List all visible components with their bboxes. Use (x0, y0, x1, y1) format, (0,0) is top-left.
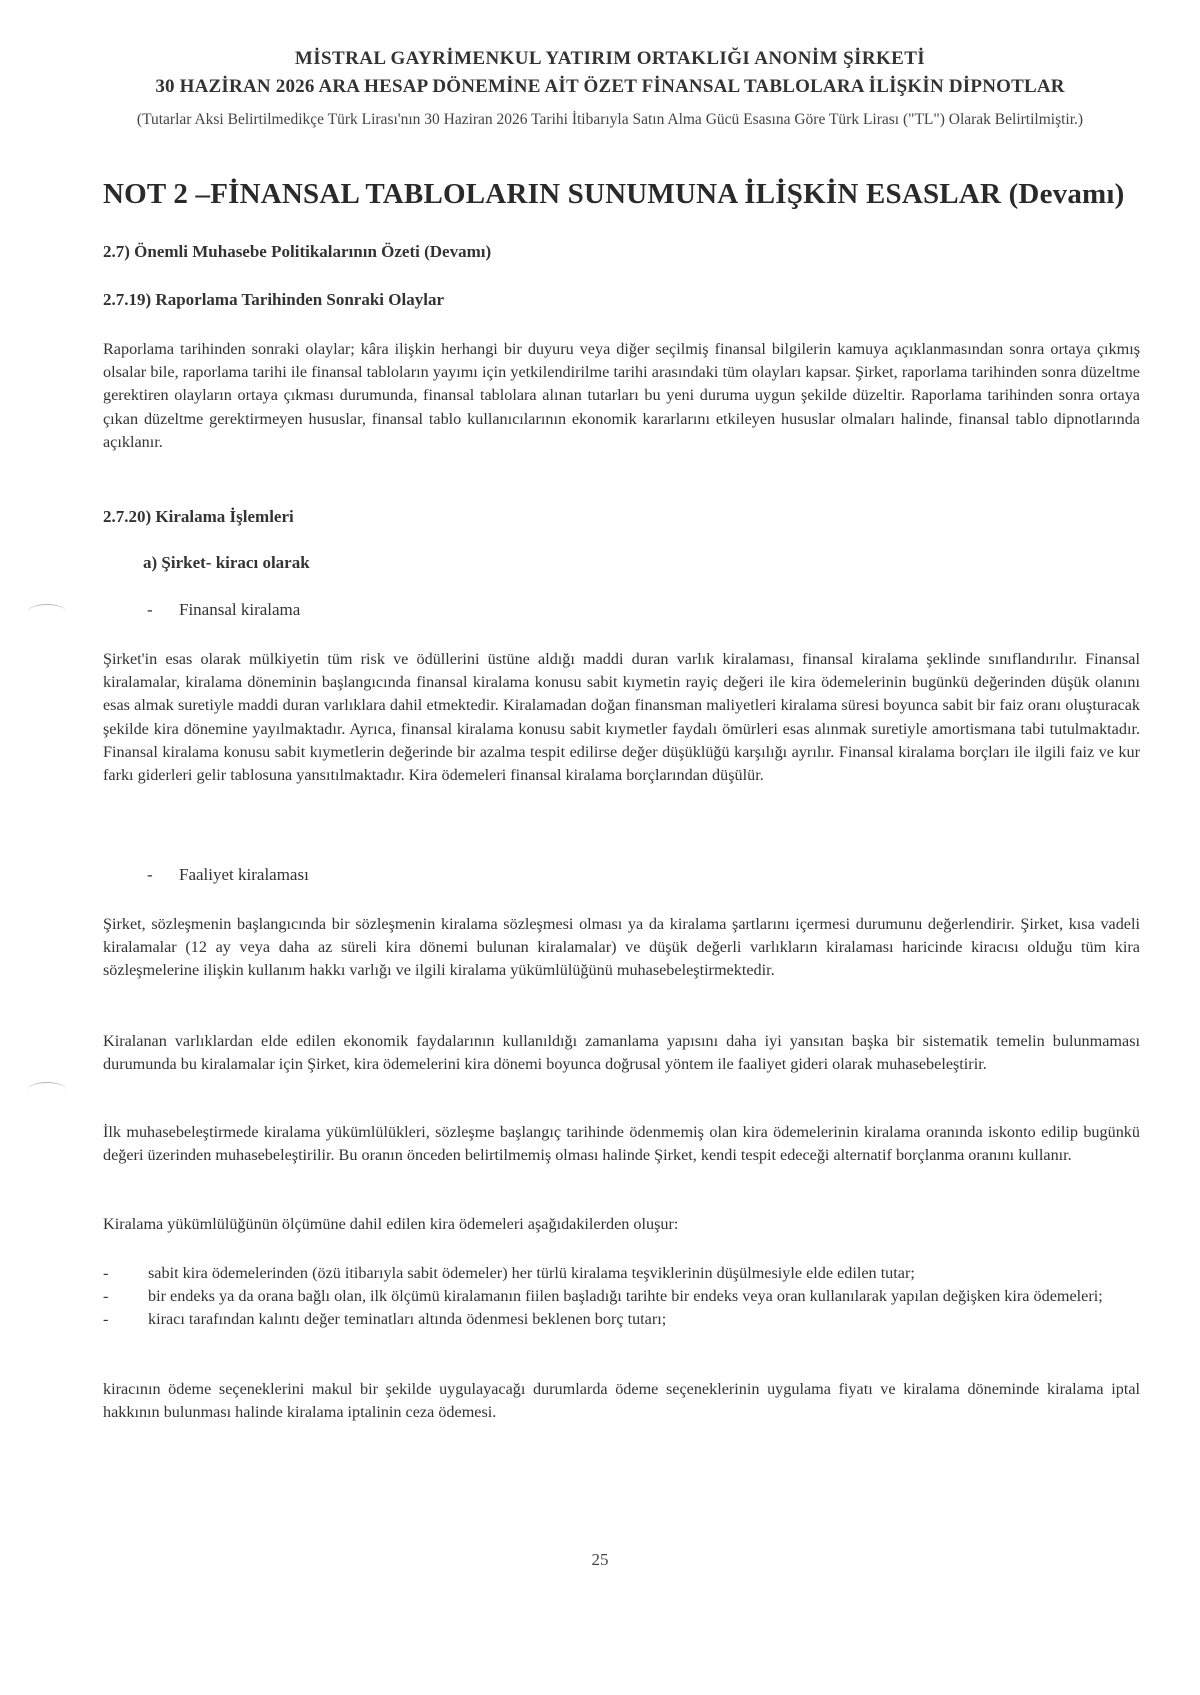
company-name: MİSTRAL GAYRİMENKUL YATIRIM ORTAKLIĞI ANONİM ŞİRKETİ (294, 48, 926, 69)
finance-lease-paragraph: Şirket'in esas olarak mülkiyetin tüm risk ve ödüllerini üstüne aldığı maddi duran varlık kiralaması, finansal kiralama şeklinde sınıflandırılır. Finansal kiralamalar, kiralama döneminin başlangıcında finansal kiralama konusu sabit kıymetin rayiç değeri ile kira ödemelerinin bugünkü değerinden düşük olanını esas almak suretiyle maddi duran varlıklara dahil etmektedir. Kiralamadan doğan finansman maliyetleri kiralama süresi boyunca sabit bir faiz oranı oluşturacak şekilde kira dönemine yayılmaktadır. Ayrıca, finansal kiralama konusu sabit kıymetler faydalı ömürleri esas alınmak suretiyle amortismana tabi tutulmaktadır. Finansal kiralama konusu sabit kıymetlerin değerinde bir azalma tespit edilirse değer düşüklüğü karşılığı ayrılır. Finansal kiralama borçları ile ilgili faiz ve kur farkı giderleri gelir tablosuna yansıtılmaktadır. Kira ödemeleri finansal kiralama borçlarından düşülür. (103, 650, 1140, 785)
dash-marker: - (103, 1310, 109, 1329)
currency-note: (Tutarlar Aksi Belirtilmedikçe Türk Lirası'nın 30 Haziran 2026 Tarihi İtibarıyla Satın Alma Gücü Esasına Göre Türk Lirası ("TL") Olarak Belirtilmiştir.) (136, 111, 1084, 128)
operating-lease-paragraph-3: İlk muhasebeleştirmede kiralama yükümlülükleri, sözleşme başlangıç tarihinde ödenmemiş olan kira ödemelerinin kiralama oranında iskonto edilip bugünkü değeri üzerinden muhasebeleştirilir. Bu oranın önceden belirtilmemiş olması halinde Şirket, kendi tespit edeceği alternatif borçlanma oranını kullanır. (103, 1123, 1140, 1165)
list-item (103, 1262, 1140, 1285)
subsequent-events-paragraph: Raporlama tarihinden sonraki olaylar; kâra ilişkin herhangi bir duyuru veya diğer seçilmiş finansal bilgilerin kamuya açıklanmasından sonra ortaya çıkmış olsalar bile, raporlama tarihi ile finansal tabloların yayımı için yetkilendirilme tarihi arasındaki tüm olayları kapsar. Şirket, raporlama tarihinden sonra düzeltme gerektiren olayların ortaya çıkması durumunda, finansal tablolara alınan tutarları bu yeni duruma uygun şekilde düzeltir. Raporlama tarihinden sonra ortaya çıkan düzeltme gerektirmeyen hususlar, finansal tablo kullanıcılarının ekonomik kararlarını etkileyen hususlar olmaları halinde, finansal tablo dipnotlarında açıklanır. (103, 340, 1140, 451)
final-paragraph: kiracının ödeme seçeneklerini makul bir şekilde uygulayacağı durumlarda ödeme seçeneklerinin uygulama fiyatı ve kiralama döneminde kiralama iptal hakkının bulunması halinde kiralama iptalinin ceza ödemesi. (103, 1380, 1140, 1422)
section-2-7-heading: 2.7) Önemli Muhasebe Politikalarının Özeti (Devamı) (103, 242, 492, 261)
dash-marker: - (147, 865, 153, 884)
operating-lease-paragraph-4: Kiralama yükümlülüğünün ölçümüne dahil edilen kira ödemeleri aşağıdakilerden oluşur: (103, 1215, 679, 1233)
finance-lease-text: Finansal kiralama (179, 600, 301, 619)
page-number: 25 (591, 1550, 609, 1569)
list-item (103, 1308, 1140, 1331)
scan-mark (28, 1082, 66, 1097)
section-2-7-20-heading: 2.7.20) Kiralama İşlemleri (103, 507, 294, 526)
operating-lease-label (147, 865, 309, 885)
operating-lease-text: Faaliyet kiralaması (179, 865, 309, 884)
operating-lease-paragraph-1: Şirket, sözleşmenin başlangıcında bir sözleşmenin kiralama sözleşmesi olması ya da kiralama şartlarını içermesi durumunu değerlendirir. Şirket, kısa vadeli kiralamalar (12 ay veya daha az süreli kira dönemi bulunan kiralamalar) ve düşük değerli varlıkların kiralaması haricinde kiracısı olduğu tüm kira sözleşmelerine ilişkin kullanım hakkı varlığı ve ilgili kiralama yükümlülüğünü muhasebeleştirmektedir. (103, 915, 1140, 980)
section-2-7-19-heading: 2.7.19) Raporlama Tarihinden Sonraki Olaylar (103, 290, 444, 309)
finance-lease-label (147, 600, 300, 620)
scan-mark (28, 604, 66, 619)
note-title: NOT 2 –FİNANSAL TABLOLARIN SUNUMUNA İLİŞKİN ESASLAR (Devamı) (103, 178, 1125, 210)
dash-marker: - (103, 1287, 109, 1306)
report-title: 30 HAZİRAN 2026 ARA HESAP DÖNEMİNE AİT ÖZET FİNANSAL TABLOLARA İLİŞKİN DİPNOTLAR (155, 76, 1065, 97)
list-item-text: sabit kira ödemelerinden (özü itibarıyla sabit ödemeler) her türlü kiralama teşviklerinin düşülmesiyle elde edilen tutar; (148, 1264, 915, 1282)
operating-lease-paragraph-2: Kiralanan varlıklardan elde edilen ekonomik faydalarının kullanıldığı zamanlama yapısını daha iyi yansıtan başka bir sistematik temelin bulunmaması durumunda bu kiralamalar için Şirket, kira ödemelerini kira dönemi boyunca doğrusal yöntem ile faaliyet gideri olarak muhasebeleştirir. (103, 1032, 1140, 1074)
list-item (103, 1285, 1140, 1308)
list-item-text: bir endeks ya da orana bağlı olan, ilk ölçümü kiralamanın fiilen başladığı tarihte bir endeks veya oran kullanılarak yapılan değişken kira ödemeleri; (148, 1287, 1103, 1306)
list-item-text: kiracı tarafından kalıntı değer teminatları altında ödenmesi beklenen borç tutarı; (148, 1310, 667, 1329)
lessee-subheading: a) Şirket- kiracı olarak (143, 553, 310, 572)
lease-payment-list (103, 1262, 1140, 1332)
dash-marker: - (103, 1264, 109, 1282)
dash-marker: - (147, 600, 153, 619)
